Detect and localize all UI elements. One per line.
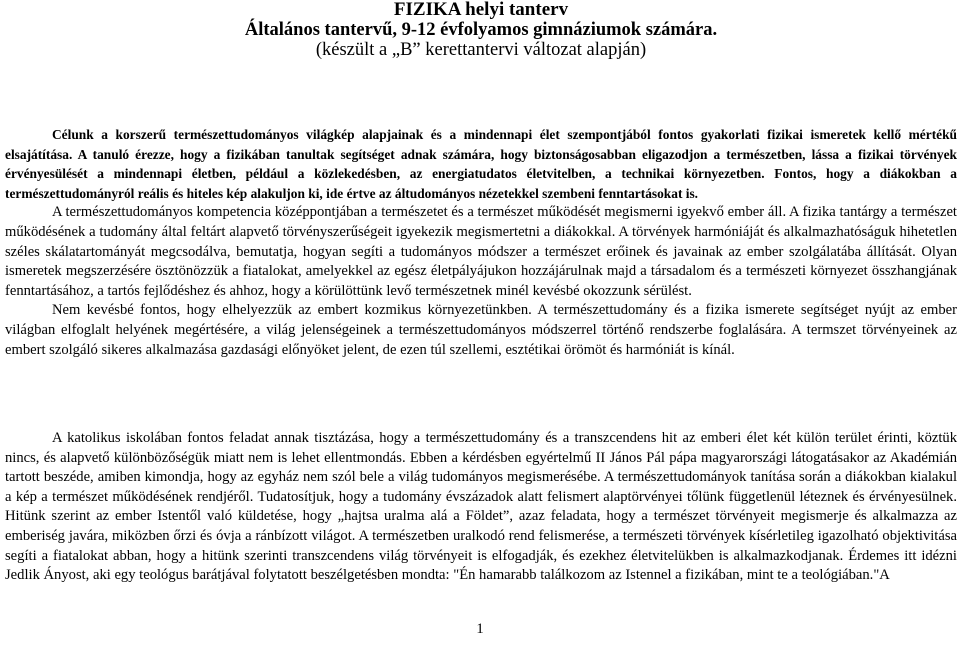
catholic-paragraph: A katolikus iskolában fontos feladat annak tisztázása, hogy a természettudomány és a transzcendens hit az emberi élet két külön terület érinti, köztük nincs, és alapvető különbözőségük miatt nem is lehet ellentmondás. Ebben a kérdésben egyértelmű II János Pál pápa magyarországi látogatásakor az Akadémián tartott beszéde, amiben kimondja, hogy az egyház nem szól bele a világ tudományos megismerésébe. A természettudományok tanítása során a diákokban kialakul a kép a természet működésének rendjéről. Tudatosítjuk, hogy a tudomány évszázadok alatt felismert alaptörvényei tőlünk függetlenül léteznek és érvényesülnek. Hitünk szerint az ember Istentől való küldetése, hogy „hajtsa uralma alá a Földet”, azaz feladata, hogy a természet törvényeit megismerje és alkalmazza az emberiség javára, miközben őrzi és óvja a ránbízott világot. A természetben uralkodó rend felismerése, a természeti törvények kísérletileg igazolható objektivitása segíti a fiatalokat abban, hogy a hitünk szerinti transzcendens világ törvényeit is elfogadják, és ezekhez életvitelükben is alkalmazkodjanak. Érdemes itt idézni Jedlik Ányost, aki egy teológus barátjával folytatott beszélgetésben mondta: "Én hamarabb találkozom az Istennel a fizikában, mint te a teológiában."A: [5, 430, 957, 584]
document-subtitle: Általános tantervű, 9-12 évfolyamos gimnáziumok számára.: [244, 20, 718, 40]
document-page: [5, 0, 957, 584]
document-title: FIZIKA helyi tanterv: [393, 0, 569, 20]
intro-bold-paragraph: Célunk a korszerű természettudományos világkép alapjainak és a mindennapi élet szempontjából fontos gyakorlati fizikai ismeretek kellő mértékű elsajátítása. A tanuló érezze, hogy a fizikában tanultak segítséget adnak számára, hogy biztonságosabban eligazodjon a természetben, lássa a fizikai törvények érvényesülését a mindennapi életben, például a közlekedésben, az energiatudatos életvitelben, a technikai környezetben. Fontos, hogy a diákokban a természettudományról reális és hiteles kép alakuljon ki, ide értve az áltudományos nézetekkel szembeni fenntartásokat is.: [5, 127, 957, 201]
body-paragraph-2: Nem kevésbé fontos, hogy elhelyezzük az embert kozmikus környezetünkben. A természettudomány és a fizika ismerete segítséget nyújt az ember világban elfoglalt helyének megértésére, a világ jelenségeinek a természettudományos módszerrel történő rendszerbe foglalására. A termszet törvényeinek az embert szolgáló sikeres alkalmazása gazdasági előnyöket jelent, de ezen túl szellemi, esztétikai örömöt és harmóniát is kínál.: [5, 302, 957, 358]
title-block: [5, 0, 957, 60]
body-paragraph-1: A természettudományos kompetencia középpontjában a természetet és a természet működését megismerni igyekvő ember áll. A fizika tantárgy a természet működésének a tudomány által feltárt alapvető törvényszerűségeit igyekezik megismertetni a diákokkal. A törvények harmóniáját és alkalmazhatóságuk hihetetlen széles skálatartományát megcsodálva, bemutatja, hogyan segíti a tudományos módszer a természet erőinek és javainak az ember szolgálatába állítását. Olyan ismeretek megszerzésére ösztönözzük a fiatalokat, amelyekkel az egész életpályájukon hozzájárulnak majd a társadalom és a természeti környezet összhangjának fenntartásához, a tartós fejlődéshez és ahhoz, hogy a körülöttünk levő természetnek minél kevésbé okozzunk sérülést.: [5, 204, 957, 299]
document-note: (készült a „B” kerettantervi változat alapján): [315, 40, 647, 60]
page-number: 1: [476, 621, 484, 637]
catholic-section: [5, 429, 957, 586]
intro-section: [5, 125, 957, 360]
